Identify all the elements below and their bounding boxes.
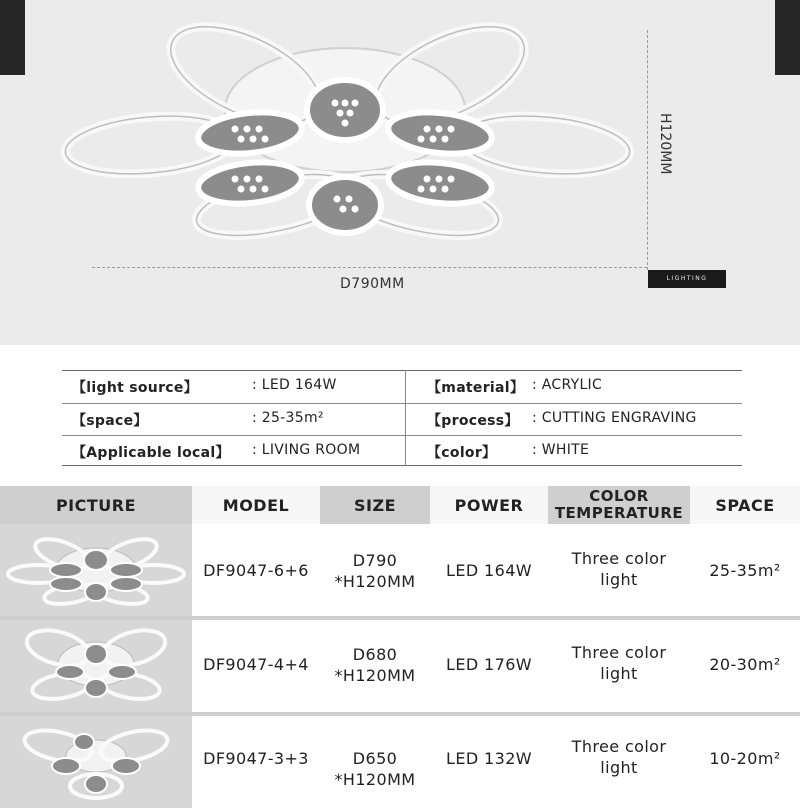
color-temp-line2: light [600,570,638,589]
header-picture: PICTURE [0,486,192,524]
lamp-thumbnail [0,524,192,616]
color-temp-line1: Three color [571,737,667,756]
space-cell: 10-20m² [709,749,781,768]
spec-value: : LED 164W [252,377,337,393]
picture-cell [0,620,192,712]
model-cell: DF9047-6+6 [203,561,309,580]
model-cell: DF9047-3+3 [203,749,309,768]
header-color-temp-line2: TEMPERATURE [554,504,684,522]
power-cell: LED 164W [446,561,532,580]
size-line2: *H120MM [334,770,416,789]
brand-tag: LIGHTING [648,270,726,288]
spec-value: : LIVING ROOM [252,442,361,458]
size-line1: D680 [352,645,398,664]
ceiling-lamp-image [55,15,645,250]
spec-row [62,371,742,403]
lamp-thumbnail [0,716,192,808]
picture-cell [0,716,192,808]
header-space: SPACE [690,486,800,524]
specs-table [62,370,742,466]
diameter-dimension-line [92,267,647,268]
product-hero [0,0,800,345]
header-model: MODEL [192,486,320,524]
picture-cell [0,524,192,616]
spec-value: : ACRYLIC [532,377,603,393]
size-line2: *H120MM [334,572,416,591]
spec-label: 【space】 [72,413,148,429]
spec-column-divider [405,370,406,466]
spec-value: : CUTTING ENGRAVING [532,410,697,426]
color-temp-line1: Three color [571,643,667,662]
model-cell: DF9047-4+4 [203,655,309,674]
height-dimension-line [647,30,648,270]
header-color-temp-line1: COLOR [589,487,649,505]
size-line1: D650 [352,749,398,768]
header-color-temperature [548,486,690,524]
header-power: POWER [430,486,548,524]
spec-value: : 25-35m² [252,410,324,426]
space-cell: 25-35m² [709,561,781,580]
size-line1: D790 [352,551,398,570]
power-cell: LED 132W [446,749,532,768]
spec-label: 【light source】 [72,380,198,396]
height-label: H120MM [657,113,673,175]
hero-right-bar [775,0,800,75]
table-row [0,524,800,616]
color-temp-line2: light [600,758,638,777]
power-cell: LED 176W [446,655,532,674]
spec-value: : WHITE [532,442,590,458]
lamp-thumbnail [0,620,192,712]
spec-label: 【material】 [427,380,525,396]
hero-left-bar [0,0,25,75]
table-row [0,716,800,808]
model-table [0,486,800,800]
spec-row [62,403,742,435]
table-row [0,620,800,712]
color-temp-line1: Three color [571,549,667,568]
spec-label: 【Applicable local】 [72,445,230,461]
spec-row [62,435,742,467]
size-line2: *H120MM [334,666,416,685]
diameter-label: D790MM [340,276,405,292]
spec-label: 【process】 [427,413,519,429]
spec-label: 【color】 [427,445,497,461]
header-size: SIZE [320,486,430,524]
color-temp-line2: light [600,664,638,683]
space-cell: 20-30m² [709,655,781,674]
